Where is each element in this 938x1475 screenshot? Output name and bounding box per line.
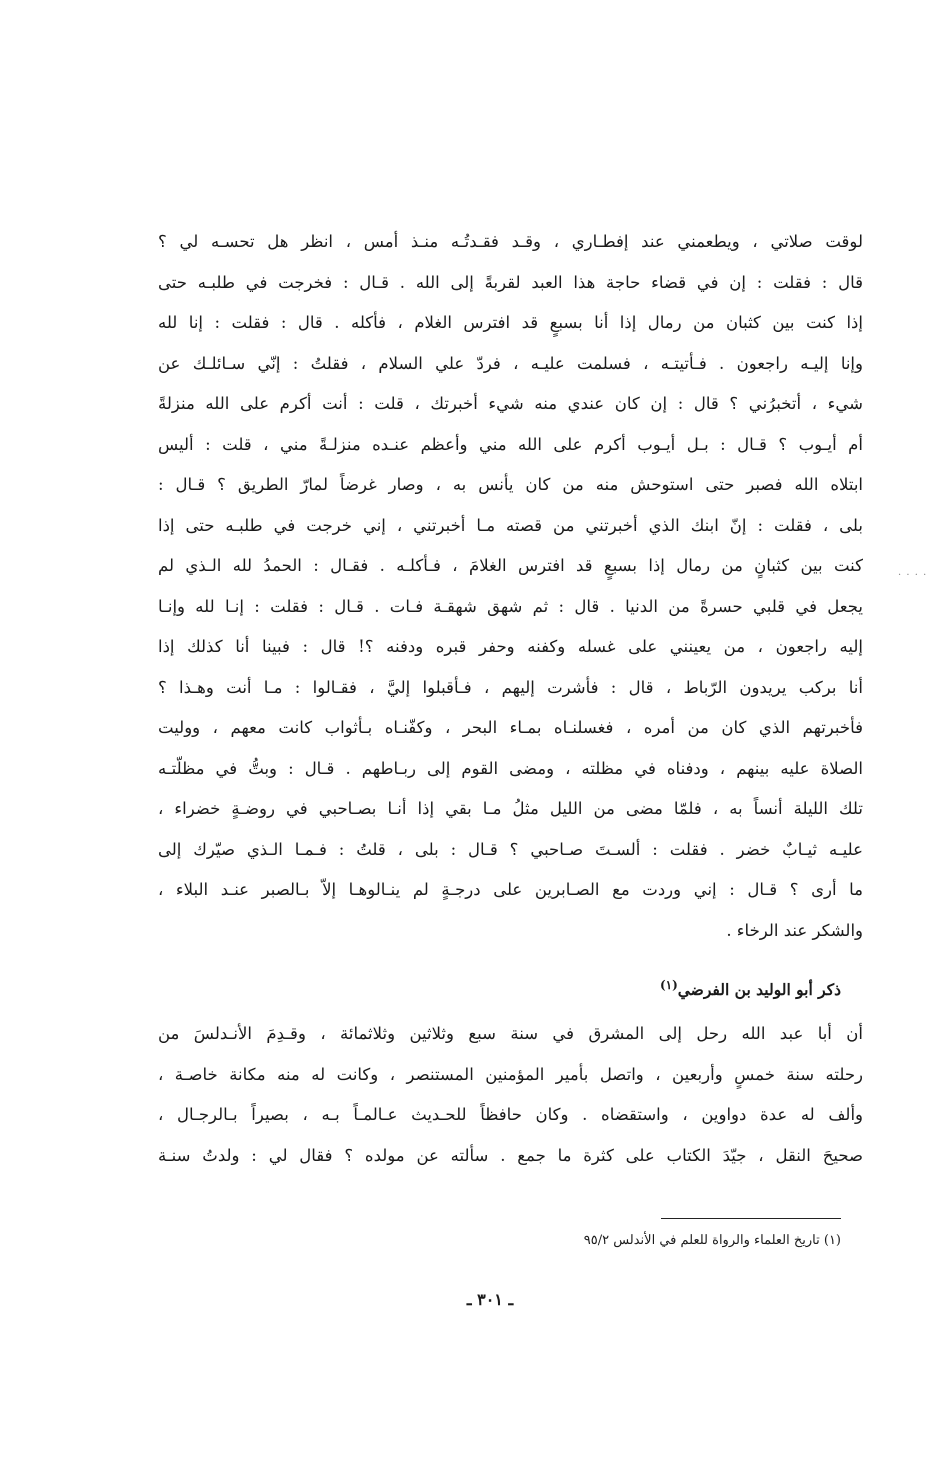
text-line: كنت بين كثبانٍ من رمال إذا بسبعٍ قد افترس الغلامَ ، فـأكلـه . فقـال : الحمدُ لله الـذي لم [158,556,863,575]
text-line: ابتلاه الله فصبر حتى استوحش منه من كان يأنس به ، وصار غرضاً لمارّ الطريق ؟ قـال : [158,475,863,494]
section-text-block [158,1014,863,1176]
text-line: ما أرى ؟ قـال : إني وردت مع الصـابرين على درجـةٍ لم ينـالوهـا إلاّ بـالصبر عنـد البلاء ، [158,880,863,899]
text-line: إذا كنت بين كثبان من رمال إذا أنا بسبعٍ قد افترس الغلام ، فأكله . قال : فقلت : إنا لله [158,313,863,332]
text-line: أنا بركب يريدون الرّباط ، قال : فأشرت إليهم ، فـأقبلوا إليَّ ، فقـالوا : مـا أنت وهـذا ؟ [158,677,863,697]
text-line: تلك الليلة أنساً به ، فلمّا مضى من الليل مثلُ مـا بقي إذا أنـا بصـاحبي في روضـةٍ خضراء ، [158,799,863,818]
footnote-marker: (١) [659,978,678,992]
text-line: عليـه ثيـابٌ خضر . فقلت : ألسـتَ صـاحبي ؟ قـال : بلى ، قلتُ : فـمـا الـذي صيّرك إلى [158,839,863,859]
main-text-block [158,222,863,951]
text-line: شيء ، أتخبرُني ؟ قال : إن كان عندي منه شيء أخبرتك ، قلت : أنت أكرم على الله منزلةً [158,394,863,413]
section-heading [660,978,841,999]
text-line: صحيحَ النقل ، جيّدَ الكتاب على كثرة ما جمع . سألته عن مولده ؟ فقال لي : ولدتُ سنـة [158,1145,863,1165]
text-line: وإنا إليـه راجعون . فـأتيتـه ، فسلمت عليـه ، فردّ علي السلام ، فقلتُ : إنّي سـائلـك عن [158,353,863,373]
text-line: أن أبا عبد الله رحل إلى المشرق في سنة سبع وثلاثين وثلاثمائة ، وقـدِمَ الأنـدلسَ من [158,1024,863,1043]
section-heading-text: ذكر أبو الوليد بن الفرضي [677,980,841,1000]
text-line: رحلته سنة خمسٍ وأربعين ، واتصل بأمير المؤمنين المستنصر ، وكانت له منه مكانة خاصـة ، [158,1064,863,1084]
text-line: قال : فقلت : إن في قضاء حاجة هذا العبد لقربةً إلى الله . قـال : فخرجت في طلبـه حتى [158,272,863,292]
text-line: الصلاة عليه بينهم ، ودفناه في مظلته ، ومضى القوم إلى ربـاطهم . قـال : وبتُّ في مظلّتـه [158,758,863,778]
text-line: لوقت صلاتي ، ويطعمني عند إفطـاري ، وقـد فقـدتُـه منـذ أمس ، انظر هل تحسـه لي ؟ [158,232,863,251]
text-line: بلى ، فقلت : إنّ ابنك الذي أخبرتني من قصته مـا أخبرتني ، إني خرجت في طلبـه حتى إذا [158,515,863,535]
page-number: ـ ٣٠١ ـ [466,1290,514,1309]
footnote: (١) تاريخ العلماء والرواة للعلم في الأندلس ٩٥/٢ [583,1233,841,1248]
text-line: والشكر عند الرخاء . [726,920,863,940]
text-line: وألف له عدة دواوين ، واستقضاه . وكان حافظاً للحـديث عـالمـاً بـه ، بصيراً بـالرجـال ، [158,1105,863,1124]
text-line: أم أيـوب ؟ قـال : بـل أيـوب أكرم على الله مني وأعظم عنـده منزلـةً مني ، قلت : أليس [158,434,863,454]
text-line: يجعل في قلبي حسرةً من الدنيا . قال : ثم شهق شهقـة فـات . قـال : فقلت : إنـا لله وإنـا [158,596,863,616]
text-line: إليه راجعون ، من يعينني على غسله وكفنه وحفر قبره ودفنه ؟! قال : فبينا أنا كذلك إذا [158,637,863,656]
text-line: فأخبرتهم الذي كان من أمره ، فغسلنـاه بمـاء البحر ، وكفّنـاه بـأثواب كانت معهم ، ووليت [158,718,863,737]
footnote-divider [661,1218,841,1219]
margin-dots: · · · · [898,570,928,581]
